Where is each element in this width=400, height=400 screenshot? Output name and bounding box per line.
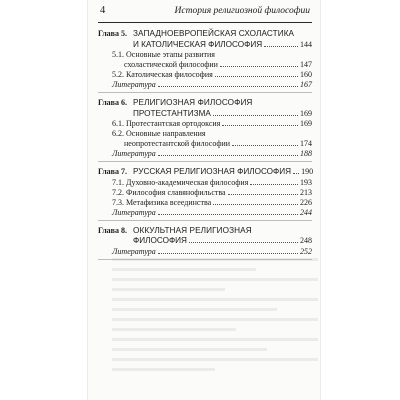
- section-title-row: [112, 188, 312, 198]
- section-title: схоластической философии: [124, 60, 218, 69]
- section-title-row: [112, 60, 312, 70]
- chapter-title-line-row: [133, 167, 313, 178]
- page-ref: 252: [300, 246, 312, 256]
- toc-chapter: [98, 226, 312, 260]
- page-ref: 190: [301, 167, 314, 176]
- chapter-title: [133, 29, 312, 50]
- chapter-label: Глава 5.: [98, 29, 127, 38]
- dot-leader: [158, 86, 298, 87]
- section-title-row: [112, 119, 312, 129]
- page-ref: 169: [300, 108, 312, 118]
- page-ref: 169: [300, 119, 312, 128]
- section-title-row: [112, 139, 312, 149]
- section-title: 7.3. Метафизика всеединства: [112, 197, 212, 207]
- page-ref: 167: [300, 80, 312, 89]
- chapter-divider: [98, 220, 312, 221]
- chapter-title-line: И КАТОЛИЧЕСКАЯ ФИЛОСОФИЯ: [133, 39, 263, 49]
- show-through-decoration: [112, 258, 318, 398]
- chapter-heading: [98, 167, 312, 178]
- dot-leader: [158, 155, 298, 156]
- dot-leader: [228, 194, 298, 195]
- chapter-title: [133, 226, 312, 247]
- page-ref: 188: [300, 149, 312, 158]
- chapter-title: [133, 98, 312, 119]
- literature-label-row: [98, 149, 312, 159]
- section-title: 7.2. Философия славянофильства: [112, 187, 226, 197]
- page-ref: 226: [300, 197, 312, 207]
- dot-leader: [222, 125, 298, 126]
- page-header: [98, 4, 312, 23]
- section-title: 7.1. Духовно-академическая философия: [112, 177, 249, 187]
- chapter-label: Глава 7.: [98, 167, 127, 176]
- dot-leader: [232, 145, 298, 146]
- dot-leader: [158, 253, 298, 254]
- table-of-contents: [98, 29, 312, 265]
- toc-section: [98, 119, 312, 129]
- chapter-heading: [98, 29, 312, 50]
- toc-section: [98, 50, 312, 70]
- literature-label: Литература: [112, 246, 156, 256]
- toc-chapter: [98, 98, 312, 162]
- dot-leader: [213, 115, 298, 116]
- chapter-title-line: ОККУЛЬТНАЯ РЕЛИГИОЗНАЯ: [133, 225, 252, 235]
- section-title: 5.1. Основные этапы развития: [112, 50, 215, 59]
- dot-leader: [220, 66, 298, 67]
- section-title: 6.1. Протестантская ортодоксия: [112, 119, 221, 128]
- section-title: неопротестантской философии: [124, 139, 231, 148]
- chapter-heading: [98, 226, 312, 247]
- chapter-title-line: ЗАПАДНОЕВРОПЕЙСКАЯ СХОЛАСТИКА: [133, 29, 295, 38]
- dot-leader: [293, 173, 299, 174]
- chapter-title-line: РЕЛИГИОЗНАЯ ФИЛОСОФИЯ: [133, 98, 253, 107]
- book-page: [88, 0, 320, 400]
- chapter-title: [133, 167, 313, 178]
- page-ref: 193: [300, 177, 312, 187]
- page-ref: 248: [300, 236, 312, 245]
- page-ref: 213: [300, 187, 312, 197]
- literature-label: Литература: [112, 207, 156, 217]
- dot-leader: [213, 204, 298, 205]
- dot-leader: [189, 242, 298, 243]
- toc-section: [98, 188, 312, 198]
- literature-label: Литература: [112, 80, 156, 89]
- toc-section: [98, 198, 312, 208]
- toc-section: [98, 70, 312, 80]
- section-title-row: [112, 70, 312, 80]
- toc-chapter: [98, 29, 312, 93]
- chapter-title-line: РУССКАЯ РЕЛИГИОЗНАЯ ФИЛОСОФИЯ: [133, 167, 292, 176]
- chapter-label: Глава 6.: [98, 98, 127, 107]
- running-title: История религиозной философии: [174, 6, 310, 16]
- section-title-row: [112, 178, 312, 188]
- literature-label-row: [98, 80, 312, 90]
- toc-section: [98, 129, 312, 149]
- section-title: 5.2. Католическая философия: [112, 70, 213, 79]
- page-ref: 144: [300, 39, 312, 49]
- chapter-heading: [98, 98, 312, 119]
- page-number: 4: [100, 5, 106, 16]
- page-ref: 147: [300, 60, 312, 69]
- page-ref: 160: [300, 70, 312, 79]
- chapter-label: Глава 8.: [98, 225, 127, 235]
- section-title: 6.2. Основные направления: [112, 129, 206, 138]
- page-ref: 244: [300, 207, 312, 217]
- dot-leader: [264, 46, 298, 47]
- section-title-row: [112, 198, 312, 208]
- page-ref: 174: [300, 139, 312, 148]
- chapter-divider: [98, 259, 312, 260]
- chapter-title-line-row: [133, 109, 312, 120]
- chapter-title-line-row: [133, 236, 312, 247]
- chapter-divider: [98, 92, 312, 93]
- dot-leader: [250, 184, 298, 185]
- dot-leader: [215, 76, 298, 77]
- toc-section: [98, 178, 312, 188]
- literature-label-row: [98, 208, 312, 218]
- chapter-title-line-row: [133, 40, 312, 51]
- chapter-title-line: ФИЛОСОФИЯ: [133, 236, 187, 245]
- chapter-title-line: ПРОТЕСТАНТИЗМА: [133, 108, 211, 118]
- literature-label-row: [98, 247, 312, 257]
- literature-label: Литература: [112, 149, 156, 158]
- toc-chapter: [98, 167, 312, 221]
- chapter-divider: [98, 161, 312, 162]
- dot-leader: [158, 214, 298, 215]
